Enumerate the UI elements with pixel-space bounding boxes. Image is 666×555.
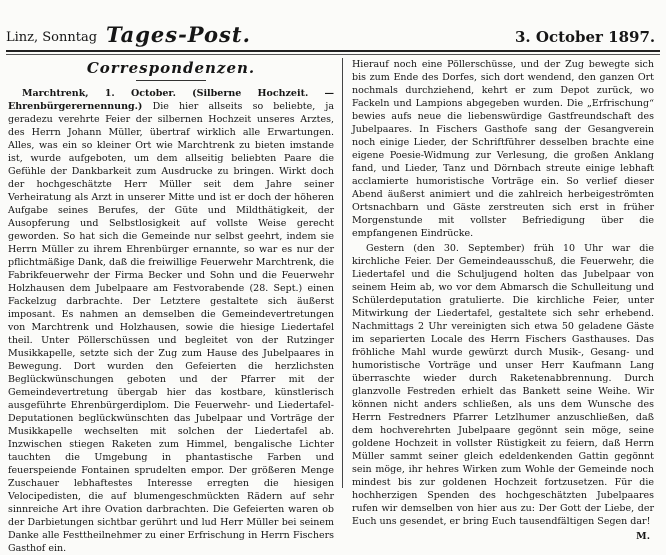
newspaper-header — [6, 16, 660, 50]
left-column — [8, 58, 334, 554]
column-divider — [342, 58, 343, 488]
header-rule — [6, 50, 660, 52]
article-body-right-1: Hierauf noch eine Pöllerschüsse, und der Zug bewegte sich bis zum Ende des Dorfes, sich dort wendend, den ganzen Ort nochmals durchziehend, kehrt er zum Depot zurück, wo Fackeln und Lampions abgegeben wurden. Die „Erfrischung“ bewies aufs neue die liebenswürdige Gastfreundschaft des Jubelpaares. In Fischers Gasthofe sang der Gesangverein noch einige Lieder, der Schriftführer desselben brachte eine eigene Poesie-Widmung zur Verlesung, die großen Anklang fand, und Lieder, Tanz und Dörnbach streute einige lebhaft acclamierte humoristische Vorträge ein. So verlief dieser Abend äußerst animiert und die zahlreich herbeigeströmten Ortsnachbarn und Gäste zerstreuten sich erst in früher Morgenstunde mit vollster Befriedigung über die empfangenen Eindrücke. — [352, 59, 654, 239]
article-text-left: Die hier allseits so beliebte, ja geradezu verehrte Feier der silbernen Hochzeit unseres Arztes, des Herrn Johann Müller, übertraf wirklich alle Erwartungen. Alles, was ein so kleiner Ort wie Marchtrenk zu bieten imstande ist, wurde aufgeboten, um dem allseitig beliebten Paare die Gefühle der Dankbarkeit zum Ausdrucke zu bringen. Wirkt doch der hochgeschätzte Herr Müller seit dem Jahre seiner Verheiratung als Arzt in unserer Mitte und ist er doch der höheren Aufgabe seines Berufes, der Güte und Mildthätigkeit, der Ausopferung und Selbstlosigkeit auf vollste Weise gerecht geworden. So hat sich die Gemeinde nur selbst geehrt, indem sie Herrn Müller zu ihrem Ehrenbürger ernannte, so war es nur der pflichtmäßige Dank, daß die freiwillige Feuerwehr Marchtrenk, die Fabrikfeuerwehr der Firma Becker und Sohn und die Feuerwehr Holzhausen dem Jubelpaare am Festvorabende (28. Sept.) einen Fackelzug darbrachte. Der Letztere gestaltete sich äußerst imposant. Es nahmen an demselben die Gemeindevertretungen von Marchtrenk und Holzhausen, sowie die hiesige Liedertafel theil. Unter Pöllerschüssen und begleitet von der Rutzinger Musikkapelle, setzte sich der Zug zum Hause des Jubelpaares in Bewegung. Dort wurden den Gefeierten die herzlichsten Beglückwünschungen geboten und der Pfarrer mit der Gemeindevertretung übergab hier das kostbare, künstlerisch ausgeführte Ehrenbürgerdiplom. Die Feuerwehr- und Liedertafel-Deputationen beglückwünschten das Jubelpaar und Vorträge der Musikkapelle wechselten mit solchen der Liedertafel ab. Inzwischen stiegen Raketen zum Himmel, bengalische Lichter tauchten die Umgebung in phantastische Farben und feuerspeiende Fontainen sprudelten empor. Der größeren Menge Zuschauer lebhaftestes Interesse erregten die hiesigen Velocipedisten, die auf blumengeschmückten Rädern auf sehr sinnreiche Art ihre Ovation darbrachten. Die Gefeierten waren ob der Darbietungen sichtbar gerührt und lud Herr Müller bei seinem Danke alle Festtheilnehmer zu einer Erfrischung in Herrn Fischers Gasthof ein. — [8, 101, 334, 554]
newspaper-title: Tages-Post. — [106, 22, 251, 47]
section-title: Correspondenzen. — [86, 59, 256, 77]
article-body-left — [8, 87, 334, 555]
title-rule — [136, 80, 206, 81]
issue-date: 3. October 1897. — [515, 28, 656, 46]
article-body-right-2: Gestern (den 30. September) früh 10 Uhr war die kirchliche Feier. Der Gemeindeausschuß, die Feuerwehr, die Liedertafel und die Schuljugend holten das Jubelpaar von seinem Heim ab, wo vor dem Abmarsch die Schulleitung und Schülerdeputation gratulierte. Die kirchliche Feier, unter Mitwirkung der Liedertafel, gestaltete sich sehr erhebend. Nachmittags 2 Uhr vereinigten sich etwa 50 geladene Gäste im separierten Locale des Herrn Fischers Gasthauses. Das fröhliche Mahl wurde gewürzt durch Musik-, Gesang- und humoristische Vorträge und unser Herr Kaufmann Lang überraschte wieder durch Raketenabbrennung. Durch glanzvolle Festreden erhielt das Bankett seine Weihe. Wir können nicht anders schließen, als uns dem Wunsche des Herrn Festredners Pfarrer Letzlhumer anzuschließen, daß dem hochverehrten Jubelpaare gegönnt sein möge, seine goldene Hochzeit in vollster Rüstigkeit zu feiern, daß Herrn Müller sammt seiner gleich edeldenkenden Gattin gegönnt sein möge, ihr hehres Wirken zum Wohle der Gemeinde noch mindest bis zur goldenen Hochzeit fortzusetzen. Für die hochherzigen Spenden des hochgeschätzten Jubelpaares rufen wir demselben von hier aus zu: Der Gott der Liebe, der Euch uns gesendet, er bring Euch tausendfältigen Segen dar! — [352, 243, 654, 527]
author-signature: M. — [636, 531, 650, 542]
header-rule-thin — [6, 54, 660, 55]
place-day: Linz, Sonntag — [6, 30, 98, 45]
right-column — [352, 58, 654, 542]
article-dateline: Marchtrenk, 1. October. (Silberne Hochzeit. — Ehrenbürgerernennung.) — [8, 88, 334, 112]
